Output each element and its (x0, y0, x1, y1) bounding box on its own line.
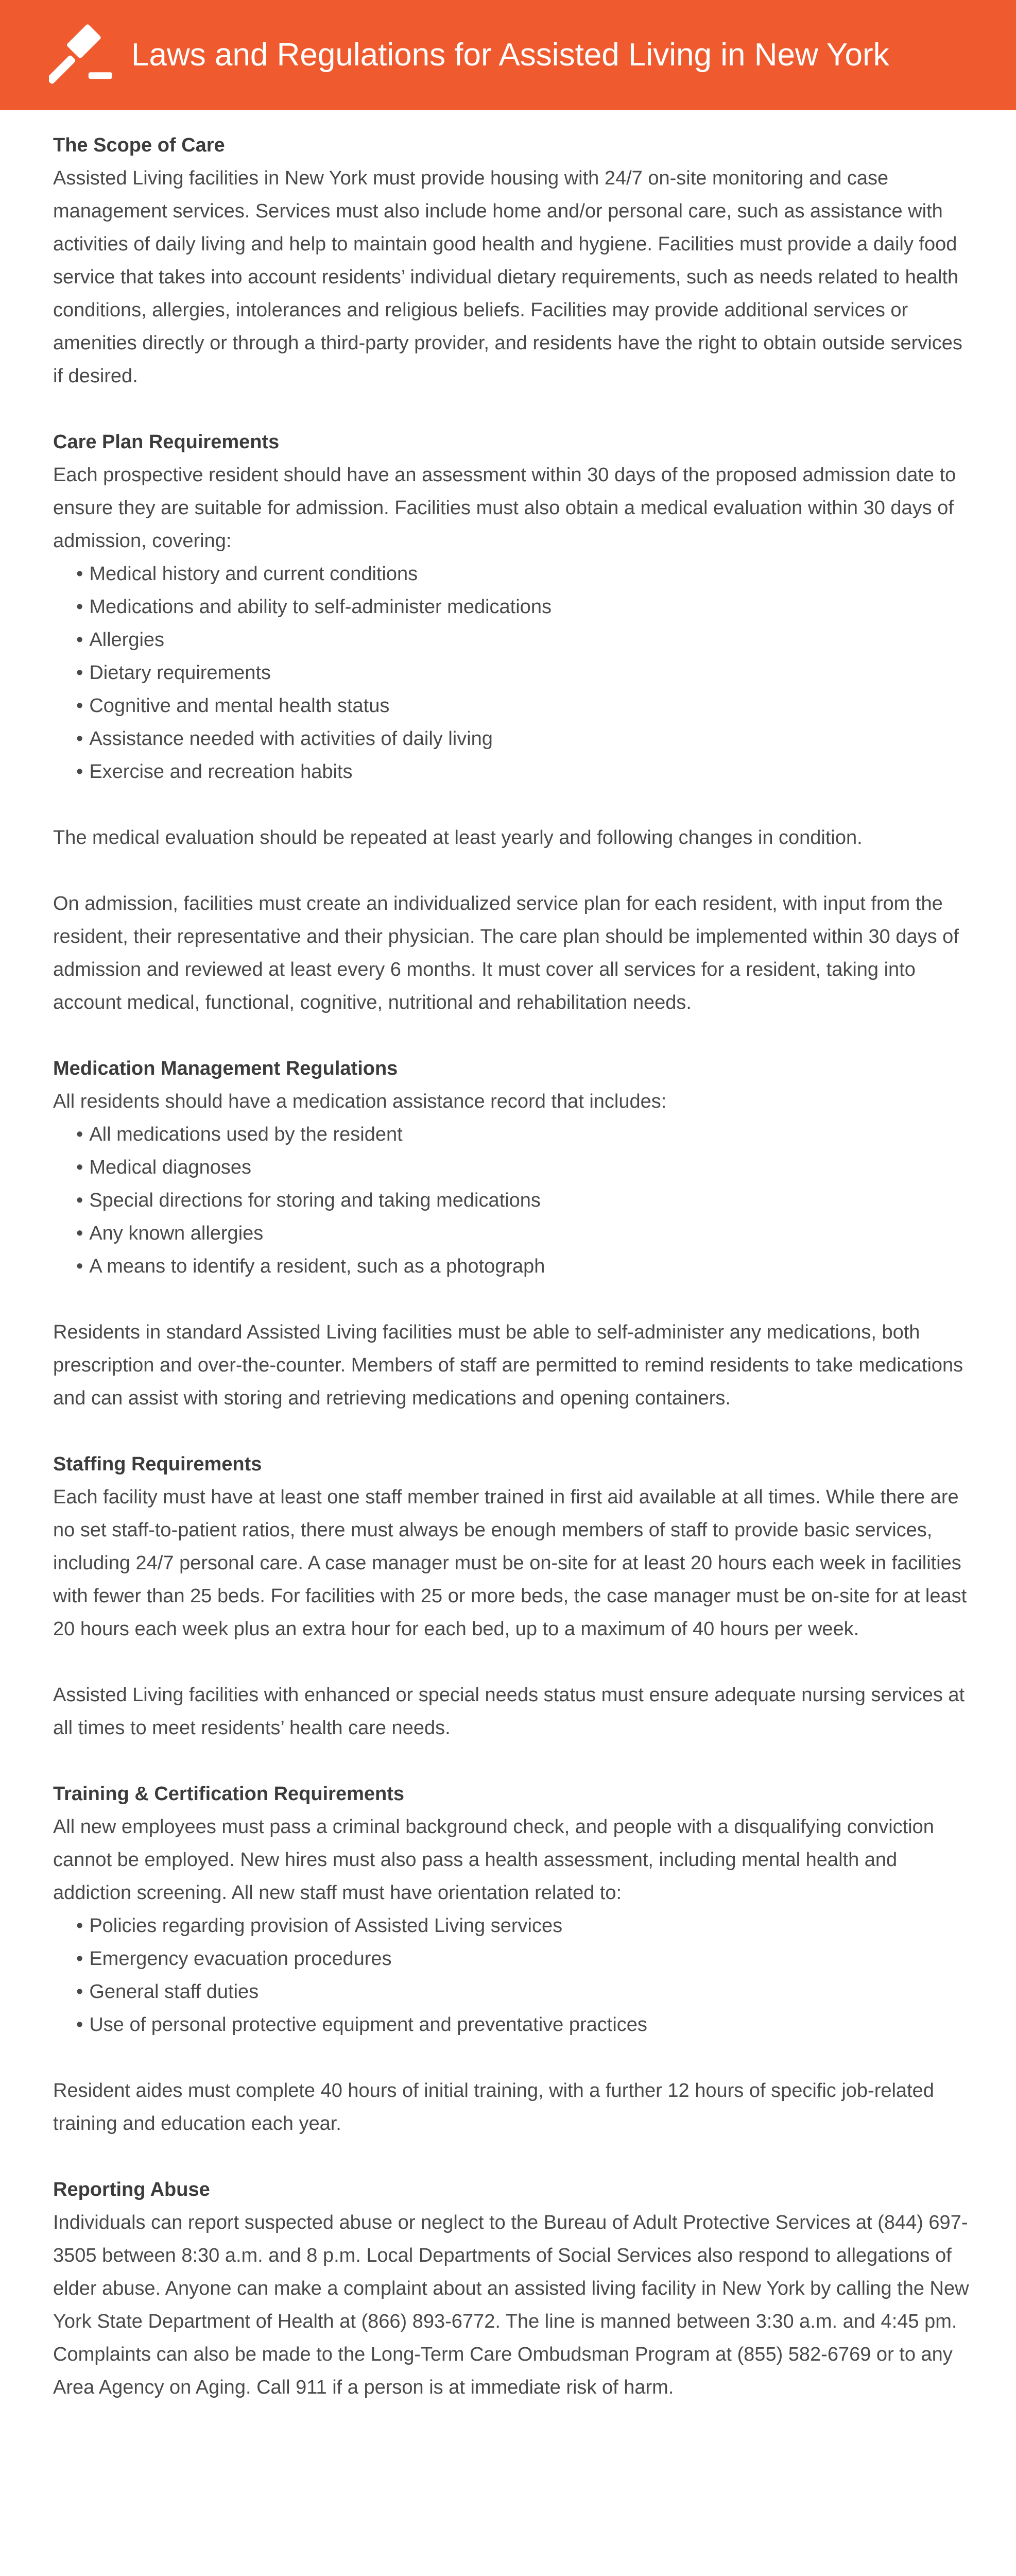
paragraph: The medical evaluation should be repeated at least yearly and following changes in condition. (53, 827, 863, 849)
paragraph: Assisted Living facilities with enhanced or special needs status must ensure adequate nursing services at all times to meet residents’ health care needs. (53, 1684, 965, 1739)
page-header (0, 0, 1016, 110)
list-item: • Allergies (76, 629, 165, 651)
paragraph: All residents should have a medication assistance record that includes: (53, 1091, 667, 1112)
gavel-icon (49, 22, 115, 88)
list-item: • General staff duties (76, 1981, 259, 2003)
list-item: • Medical history and current conditions (76, 563, 418, 585)
section-staffing (53, 1448, 970, 1744)
list-item: • A means to identify a resident, such as a photograph (76, 1256, 545, 1277)
list-item: • Special directions for storing and taking medications (76, 1190, 541, 1211)
paragraph: Individuals can report suspected abuse or neglect to the Bureau of Adult Protective Services at (844) 697-3505 between 8:30 a.m. and 8 p.m. Local Departments of Social Services also respond to allegations of elder abuse. Anyone can make a complaint about an assisted living facility in New York by calling the New York State Department of Health at (866) 893-6772. The line is manned between 3:30 a.m. and 4:45 pm. Complaints can also be made to the Long-Term Care Ombudsman Program at (855) 582-6769 or to any Area Agency on Aging. Call 911 if a person is at immediate risk of harm. (53, 2212, 969, 2398)
list-item: • Medical diagnoses (76, 1157, 252, 1178)
list-item: • Assistance needed with activities of daily living (76, 728, 493, 750)
paragraph: Resident aides must complete 40 hours of initial training, with a further 12 hours of specific job-related training and education each year. (53, 2080, 934, 2134)
section-training-certification (53, 1777, 970, 2140)
section-scope-of-care (53, 129, 970, 393)
section-title: Reporting Abuse (53, 2179, 210, 2200)
bullet-list (53, 1909, 970, 2041)
section-title: The Scope of Care (53, 134, 225, 156)
paragraph: All new employees must pass a criminal background check, and people with a disqualifying conviction cannot be employed. New hires must also pass a health assessment, including mental health and addiction screening. All new staff must have orientation related to: (53, 1816, 934, 1904)
list-item: • Policies regarding provision of Assisted Living services (76, 1915, 563, 1937)
bullet-list (53, 1118, 970, 1283)
section-medication-management (53, 1052, 970, 1415)
list-item: • Cognitive and mental health status (76, 695, 390, 717)
section-title: Staffing Requirements (53, 1453, 262, 1475)
paragraph: On admission, facilities must create an individualized service plan for each resident, with input from the resident, their representative and their physician. The care plan should be implemented within 30 days of admission and reviewed at least every 6 months. It must cover all services for a resident, taking into account medical, functional, cognitive, nutritional and rehabilitation needs. (53, 893, 959, 1013)
section-reporting-abuse (53, 2173, 970, 2404)
paragraph: Assisted Living facilities in New York must provide housing with 24/7 on-site monitoring and case management services. Services must also include home and/or personal care, such as assistance with activities of daily living and help to maintain good health and hygiene. Facilities must provide a daily food service that takes into account residents’ individual dietary requirements, such as needs related to health conditions, allergies, intolerances and religious beliefs. Facilities may provide additional services or amenities directly or through a third-party provider, and residents have the right to obtain outside services if desired. (53, 167, 962, 387)
paragraph: Residents in standard Assisted Living facilities must be able to self-administer any medications, both prescription and over-the-counter. Members of staff are permitted to remind residents to take medications and can assist with storing and retrieving medications and opening containers. (53, 1321, 963, 1409)
list-item: • All medications used by the resident (76, 1124, 403, 1145)
list-item: • Exercise and recreation habits (76, 761, 353, 783)
page-title: Laws and Regulations for Assisted Living in New York (131, 37, 889, 73)
list-item: • Medications and ability to self-administer medications (76, 596, 552, 618)
section-title: Medication Management Regulations (53, 1058, 398, 1079)
section-title: Care Plan Requirements (53, 431, 280, 453)
list-item: • Dietary requirements (76, 662, 271, 684)
paragraph: Each prospective resident should have an assessment within 30 days of the proposed admission date to ensure they are suitable for admission. Facilities must also obtain a medical evaluation within 30 days of admission, covering: (53, 464, 956, 552)
article-body (53, 129, 970, 2437)
list-item: • Emergency evacuation procedures (76, 1948, 392, 1970)
section-title: Training & Certification Requirements (53, 1783, 404, 1805)
bullet-list (53, 557, 970, 788)
list-item: • Any known allergies (76, 1223, 264, 1244)
paragraph: Each facility must have at least one staff member trained in first aid available at all times. While there are no set staff-to-patient ratios, there must always be enough members of staff to provide basic services, including 24/7 personal care. A case manager must be on-site for at least 20 hours each week in facilities with fewer than 25 beds. For facilities with 25 or more beds, the case manager must be on-site for at least 20 hours each week plus an extra hour for each bed, up to a maximum of 40 hours per week. (53, 1486, 967, 1640)
list-item: • Use of personal protective equipment and preventative practices (76, 2014, 647, 2036)
section-care-plan (53, 426, 970, 1019)
